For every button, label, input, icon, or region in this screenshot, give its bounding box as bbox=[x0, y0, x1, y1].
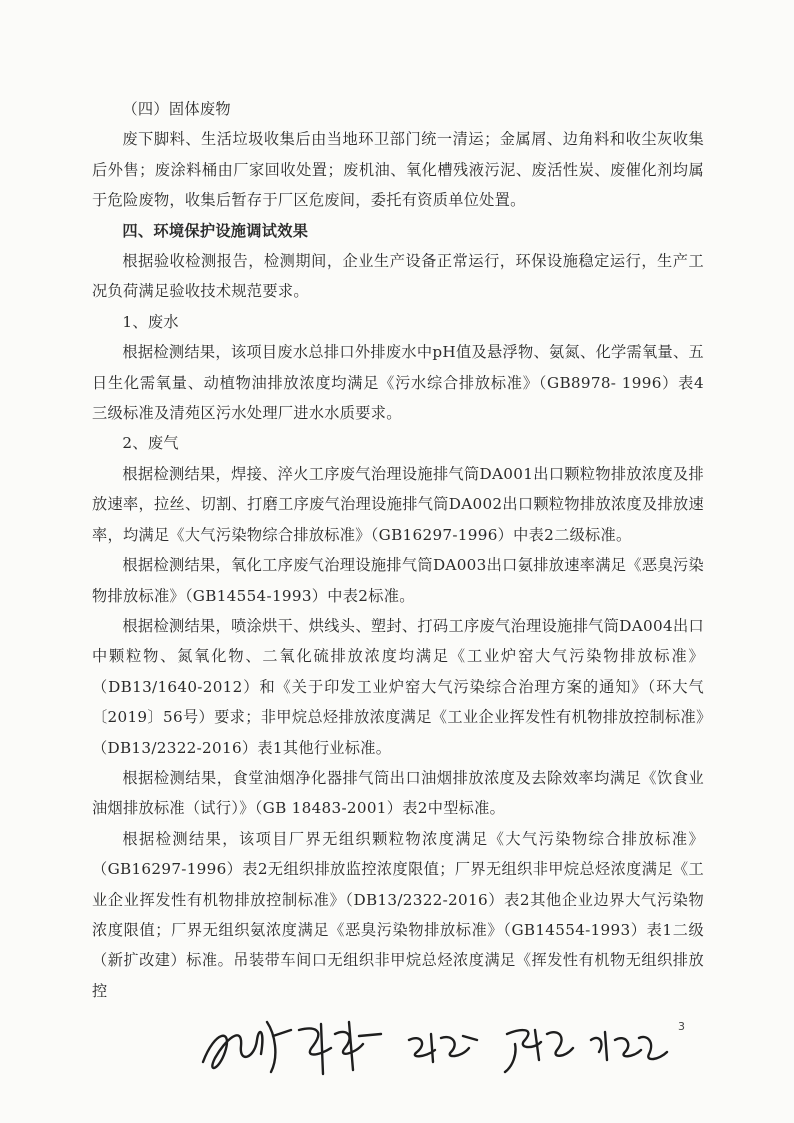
signature-3 bbox=[409, 1034, 477, 1062]
handwritten-signatures bbox=[195, 1000, 695, 1090]
paragraph-gas-da001-da002: 根据检测结果，焊接、淬火工序废气治理设施排气筒DA001出口颗粒物排放浓度及排放速率，拉丝、切割、打磨工序废气治理设施排气筒DA002出口颗粒物排放浓度及排放速率，均满足《大气污染物综合排放标准》（GB16297-1996）中表2二级标准。 bbox=[92, 464, 704, 544]
page-number: 3 bbox=[678, 1020, 685, 1033]
paragraph-fugitive-emissions: 根据检测结果，该项目厂界无组织颗粒物浓度满足《大气污染物综合排放标准》（GB16297-1996）表2无组织排放监控浓度限值；厂界无组织非甲烷总烃浓度满足《工业企业挥发性有机物排放控制标准》（DB13/2322-2016）表2其他企业边界大气污染物浓度限值；厂界无组织氨浓度满足《恶臭污染物排放标准》（GB14554-1993）表1二级（新扩改建）标准。吊装带车间口无组织非甲烷总烃浓度满足《挥发性有机物无组织排放控 bbox=[92, 829, 704, 1000]
document-body bbox=[92, 94, 704, 1006]
paragraph-acceptance-report: 根据验收检测报告，检测期间，企业生产设备正常运行，环保设施稳定运行，生产工况负荷满足验收技术规范要求。 bbox=[92, 252, 704, 301]
section-heading-wastewater: 1、废水 bbox=[122, 312, 179, 331]
paragraph-gas-da003: 根据检测结果，氧化工序废气治理设施排气筒DA003出口氨排放速率满足《恶臭污染物排放标准》（GB14554-1993）中表2标准。 bbox=[92, 556, 704, 605]
section-heading-env-protection-effect: 四、环境保护设施调试效果 bbox=[122, 221, 309, 240]
signature-1 bbox=[203, 1022, 291, 1072]
signature-2 bbox=[299, 1022, 381, 1074]
paragraph-wastewater-result: 根据检测结果，该项目废水总排口外排废水中pH值及悬浮物、氨氮、化学需氧量、五日生化需氧量、动植物油排放浓度均满足《污水综合排放标准》（GB8978- 1996）表4三级标准及清苑区污水处理厂进水水质要求。 bbox=[92, 343, 704, 423]
signature-5 bbox=[591, 1032, 667, 1060]
paragraph-solid-waste: 废下脚料、生活垃圾收集后由当地环卫部门统一清运；金属屑、边角料和收尘灰收集后外售；废涂料桶由厂家回收处置；废机油、氧化槽残液污泥、废活性炭、废催化剂均属于危险废物，收集后暂存于厂区危废间，委托有资质单位处置。 bbox=[92, 130, 704, 210]
section-heading-solid-waste: （四）固体废物 bbox=[122, 100, 231, 118]
signature-4 bbox=[505, 1030, 573, 1072]
section-heading-waste-gas: 2、废气 bbox=[122, 434, 179, 453]
paragraph-gas-da004: 根据检测结果，喷涂烘干、烘线头、塑封、打码工序废气治理设施排气筒DA004出口中颗粒物、氮氧化物、二氧化硫排放浓度均满足《工业炉窑大气污染物排放标准》（DB13/1640-2012）和《关于印发工业炉窑大气污染综合治理方案的通知》（环大气〔2019〕56号）要求；非甲烷总烃排放浓度满足《工业企业挥发性有机物排放控制标准》（DB13/2322-2016）表1其他行业标准。 bbox=[92, 616, 704, 757]
paragraph-kitchen-fume: 根据检测结果，食堂油烟净化器排气筒出口油烟排放浓度及去除效率均满足《饮食业油烟排放标准（试行）》（GB 18483-2001）表2中型标准。 bbox=[92, 768, 704, 818]
